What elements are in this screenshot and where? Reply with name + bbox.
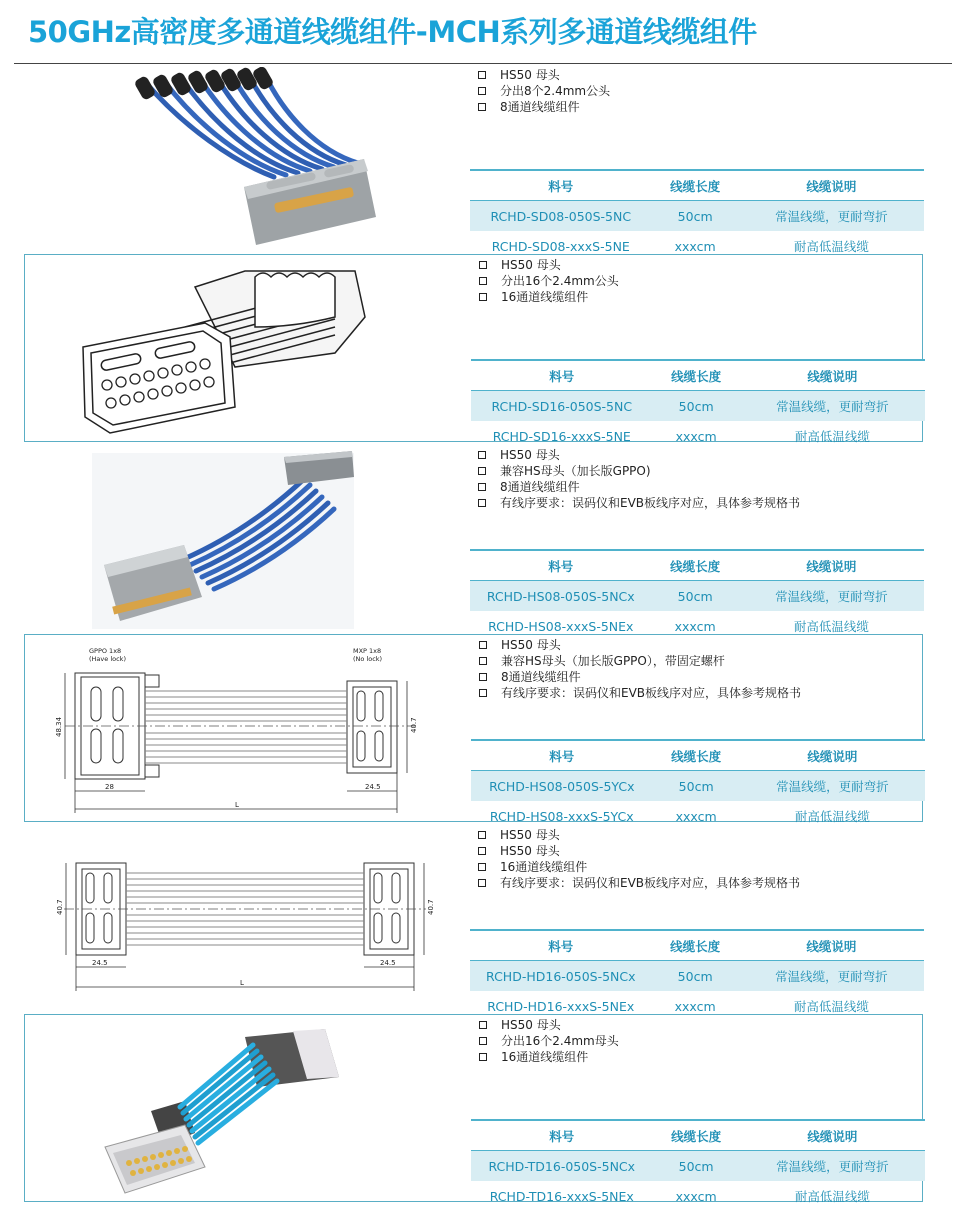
cable-description: 常温线缆，更耐弯折 bbox=[740, 391, 925, 422]
cable-description: 耐高低温线缆 bbox=[793, 619, 869, 634]
cable-length: xxxcm bbox=[675, 428, 717, 444]
dim-height-right: 40.7 bbox=[427, 899, 435, 915]
square-bullet-icon bbox=[478, 451, 486, 459]
feature-item: HS50 母头 bbox=[477, 1017, 917, 1033]
feature-item: HS50 母头 bbox=[476, 447, 916, 463]
header-part-no: 料号 bbox=[471, 740, 653, 771]
part-number: RCHD-SD16-050S-5NC bbox=[471, 391, 653, 422]
feature-item: HS50 母头 bbox=[477, 637, 917, 653]
feature-list bbox=[477, 637, 917, 701]
cable-description: 耐高低温线缆 bbox=[794, 429, 870, 444]
dim-height-left: 40.7 bbox=[56, 899, 64, 915]
feature-item: 兼容HS母头（加长版GPPO），带固定螺杆 bbox=[477, 653, 917, 669]
cable-length: 50cm bbox=[652, 581, 739, 612]
cable-length: xxxcm bbox=[674, 998, 716, 1014]
part-number: RCHD-HS08-050S-5YCx bbox=[471, 771, 653, 802]
product-sd16 bbox=[24, 254, 923, 442]
feature-list bbox=[476, 447, 916, 511]
spec-table bbox=[471, 359, 925, 451]
part-number: RCHD-TD16-050S-5NCx bbox=[471, 1151, 653, 1182]
square-bullet-icon bbox=[478, 863, 486, 871]
title-divider bbox=[14, 63, 952, 64]
header-length: 线缆长度 bbox=[653, 360, 740, 391]
cable-description: 常温线缆，更耐弯折 bbox=[739, 201, 924, 232]
spec-table bbox=[470, 169, 924, 261]
square-bullet-icon bbox=[479, 1053, 487, 1061]
header-description: 线缆说明 bbox=[739, 170, 924, 201]
header-description: 线缆说明 bbox=[740, 1120, 925, 1151]
feature-list bbox=[476, 67, 916, 115]
drawing-right-label: MXP 1x8 bbox=[353, 647, 382, 655]
feature-item: 8通道线缆组件 bbox=[477, 669, 917, 685]
square-bullet-icon bbox=[478, 847, 486, 855]
product-photo-hs08 bbox=[34, 447, 459, 629]
part-number: RCHD-TD16-xxxS-5NEx bbox=[489, 1188, 634, 1204]
part-number: RCHD-HD16-050S-5NCx bbox=[470, 961, 652, 992]
header-part-no: 料号 bbox=[471, 360, 653, 391]
feature-item: 分出16个2.4mm公头 bbox=[477, 273, 917, 289]
header-part-no: 料号 bbox=[470, 930, 652, 961]
dim-left-width: 24.5 bbox=[92, 959, 108, 967]
dim-right-width: 24.5 bbox=[380, 959, 396, 967]
dimension-drawing-hd16 bbox=[34, 827, 459, 1009]
feature-item: 有线序要求：误码仪和EVB板线序对应，具体参考规格书 bbox=[477, 685, 917, 701]
table-row bbox=[470, 201, 924, 232]
feature-item: 16通道线缆组件 bbox=[477, 1049, 917, 1065]
feature-item: HS50 母头 bbox=[476, 843, 916, 859]
part-number: RCHD-HS08-xxxS-5NEx bbox=[488, 618, 634, 634]
square-bullet-icon bbox=[478, 467, 486, 475]
cable-description: 常温线缆，更耐弯折 bbox=[740, 771, 925, 802]
page-title: 50GHz高密度多通道线缆组件-MCH系列多通道线缆组件 bbox=[28, 15, 757, 49]
square-bullet-icon bbox=[478, 499, 486, 507]
square-bullet-icon bbox=[478, 879, 486, 887]
cable-length: 50cm bbox=[652, 961, 739, 992]
table-row bbox=[471, 771, 925, 802]
cable-description: 耐高低温线缆 bbox=[794, 1189, 870, 1204]
header-length: 线缆长度 bbox=[652, 930, 739, 961]
feature-list bbox=[476, 827, 916, 891]
dim-height-left: 48.34 bbox=[55, 716, 63, 737]
product-render-td16 bbox=[35, 1017, 460, 1199]
spec-table bbox=[471, 1119, 925, 1211]
spec-header-row bbox=[471, 1120, 925, 1151]
square-bullet-icon bbox=[479, 261, 487, 269]
square-bullet-icon bbox=[479, 293, 487, 301]
header-description: 线缆说明 bbox=[739, 930, 924, 961]
header-length: 线缆长度 bbox=[652, 550, 739, 581]
header-length: 线缆长度 bbox=[653, 1120, 740, 1151]
dim-right-width: 24.5 bbox=[365, 783, 381, 791]
square-bullet-icon bbox=[479, 1021, 487, 1029]
product-sd08 bbox=[24, 65, 923, 253]
feature-item: 16通道线缆组件 bbox=[477, 289, 917, 305]
dim-height-right: 40.7 bbox=[410, 717, 418, 733]
square-bullet-icon bbox=[478, 87, 486, 95]
product-photo-sd08 bbox=[34, 67, 459, 249]
table-row bbox=[470, 961, 924, 992]
feature-item: HS50 母头 bbox=[476, 67, 916, 83]
square-bullet-icon bbox=[478, 71, 486, 79]
cable-length: xxxcm bbox=[675, 808, 717, 824]
dimension-drawing-hs08 bbox=[35, 637, 460, 819]
cable-description: 耐高低温线缆 bbox=[793, 239, 869, 254]
header-part-no: 料号 bbox=[471, 1120, 653, 1151]
spec-header-row bbox=[470, 930, 924, 961]
feature-item: 分出16个2.4mm母头 bbox=[477, 1033, 917, 1049]
feature-list bbox=[477, 1017, 917, 1065]
feature-list bbox=[477, 257, 917, 305]
cable-description: 耐高低温线缆 bbox=[793, 999, 869, 1014]
spec-table bbox=[471, 739, 925, 831]
header-description: 线缆说明 bbox=[740, 740, 925, 771]
spec-header-row bbox=[471, 360, 925, 391]
square-bullet-icon bbox=[479, 277, 487, 285]
table-row bbox=[471, 1151, 925, 1182]
square-bullet-icon bbox=[479, 657, 487, 665]
square-bullet-icon bbox=[479, 673, 487, 681]
dim-length: L bbox=[235, 801, 239, 809]
spec-header-row bbox=[470, 550, 924, 581]
drawing-right-sublabel: (No lock) bbox=[353, 655, 383, 663]
product-hd16 bbox=[24, 825, 923, 1013]
part-number: RCHD-HS08-xxxS-5YCx bbox=[489, 808, 634, 824]
cable-length: 50cm bbox=[652, 201, 739, 232]
feature-item: HS50 母头 bbox=[476, 827, 916, 843]
feature-item: 8通道线缆组件 bbox=[476, 99, 916, 115]
header-description: 线缆说明 bbox=[740, 360, 925, 391]
cable-length: 50cm bbox=[653, 1151, 740, 1182]
table-row bbox=[471, 1181, 925, 1211]
cable-description: 耐高低温线缆 bbox=[794, 809, 870, 824]
feature-item: 分出8个2.4mm公头 bbox=[476, 83, 916, 99]
dim-left-width: 28 bbox=[105, 783, 114, 791]
square-bullet-icon bbox=[478, 831, 486, 839]
cable-description: 常温线缆，更耐弯折 bbox=[739, 581, 924, 612]
part-number: RCHD-SD08-050S-5NC bbox=[470, 201, 652, 232]
header-part-no: 料号 bbox=[470, 170, 652, 201]
header-length: 线缆长度 bbox=[652, 170, 739, 201]
feature-item: 兼容HS母头（加长版GPPO) bbox=[476, 463, 916, 479]
cable-length: 50cm bbox=[653, 771, 740, 802]
spec-header-row bbox=[471, 740, 925, 771]
spec-table bbox=[470, 549, 924, 641]
cable-length: xxxcm bbox=[674, 238, 716, 254]
product-hs08-yc bbox=[24, 634, 923, 822]
feature-item: 16通道线缆组件 bbox=[476, 859, 916, 875]
spec-header-row bbox=[470, 170, 924, 201]
drawing-left-sublabel: (Have lock) bbox=[89, 655, 126, 663]
part-number: RCHD-HS08-050S-5NCx bbox=[470, 581, 652, 612]
square-bullet-icon bbox=[478, 103, 486, 111]
header-part-no: 料号 bbox=[470, 550, 652, 581]
cable-description: 常温线缆，更耐弯折 bbox=[740, 1151, 925, 1182]
part-number: RCHD-SD08-xxxS-5NE bbox=[491, 238, 630, 254]
spec-table bbox=[470, 929, 924, 1021]
product-td16 bbox=[24, 1014, 923, 1202]
table-row bbox=[471, 391, 925, 422]
header-description: 线缆说明 bbox=[739, 550, 924, 581]
drawing-left-label: GPPO 1x8 bbox=[89, 647, 122, 655]
part-number: RCHD-SD16-xxxS-5NE bbox=[492, 428, 631, 444]
square-bullet-icon bbox=[478, 483, 486, 491]
dim-length: L bbox=[240, 979, 244, 987]
cable-length: 50cm bbox=[653, 391, 740, 422]
cable-length: xxxcm bbox=[675, 1188, 717, 1204]
feature-item: HS50 母头 bbox=[477, 257, 917, 273]
cable-length: xxxcm bbox=[674, 618, 716, 634]
feature-item: 有线序要求：误码仪和EVB板线序对应，具体参考规格书 bbox=[476, 875, 916, 891]
product-drawing-sd16 bbox=[35, 257, 460, 439]
square-bullet-icon bbox=[479, 641, 487, 649]
feature-item: 有线序要求：误码仪和EVB板线序对应，具体参考规格书 bbox=[476, 495, 916, 511]
table-row bbox=[470, 581, 924, 612]
square-bullet-icon bbox=[479, 689, 487, 697]
feature-item: 8通道线缆组件 bbox=[476, 479, 916, 495]
square-bullet-icon bbox=[479, 1037, 487, 1045]
part-number: RCHD-HD16-xxxS-5NEx bbox=[487, 998, 635, 1014]
cable-description: 常温线缆，更耐弯折 bbox=[739, 961, 924, 992]
header-length: 线缆长度 bbox=[653, 740, 740, 771]
product-hs08-nc bbox=[24, 445, 923, 633]
